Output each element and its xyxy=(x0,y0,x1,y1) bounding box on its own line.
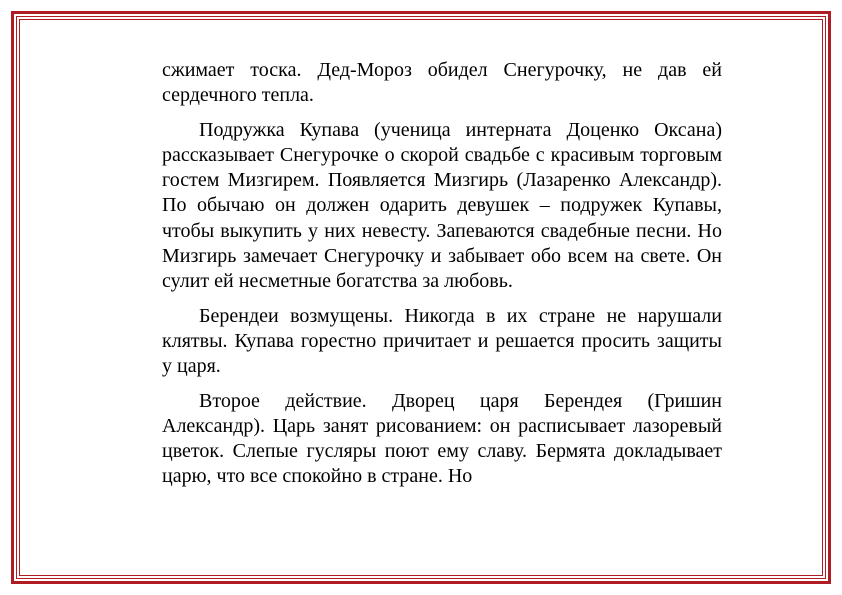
paragraph-second-act: Второе действие. Дворец царя Берендея (Гришин Александр). Царь занят рисованием: он расписывает лазоревый цветок. Слепые гусляры поют ему славу. Бермята докладывает царю, что все спокойно в стране. Но xyxy=(162,389,722,488)
paragraph-continuation: сжимает тоска. Дед-Мороз обидел Снегурочку, не дав ей сердечного тепла. xyxy=(162,59,722,107)
paragraph-kupava: Подружка Купава (ученица интерната Доценко Оксана) рассказывает Снегурочке о скорой свадьбе с красивым торговым гостем Мизгирем. Появляется Мизгирь (Лазаренко Александр). По обычаю он должен одарить девушек – подружек Купавы, чтобы выкупить у них невесту. Запеваются свадебные песни. Но Мизгирь замечает Снегурочку и забывает обо всем на свете. Он сулит ей несметные богатства за любовь. xyxy=(162,118,722,293)
document-text xyxy=(162,58,722,490)
paragraph-berendei: Берендеи возмущены. Никогда в их стране не нарушали клятвы. Купава горестно причитает и решается просить защиты у царя. xyxy=(162,304,722,378)
